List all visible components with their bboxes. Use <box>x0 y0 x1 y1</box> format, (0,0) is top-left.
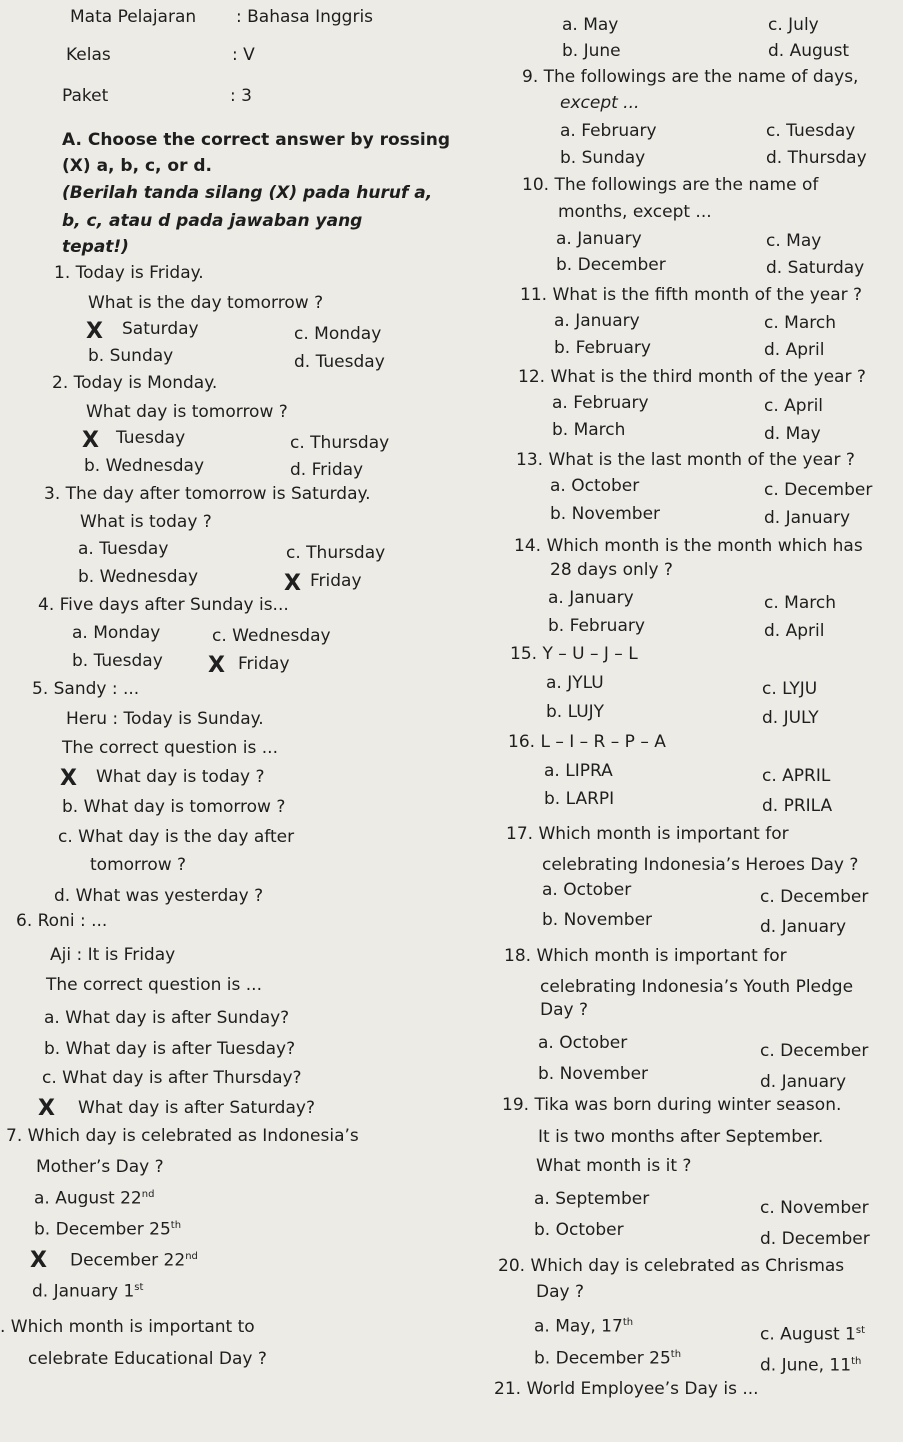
question-19-text: What month is it ? <box>536 1156 692 1176</box>
subject-value: : Bahasa Inggris <box>236 7 374 27</box>
question-11: 11. What is the fifth month of the year ? <box>520 285 863 305</box>
question-20: 20. Which day is celebrated as Chrismas <box>498 1256 845 1276</box>
option-d[interactable]: d. JULY <box>762 708 819 728</box>
question-12: 12. What is the third month of the year ? <box>518 367 866 387</box>
cross-mark: X <box>38 1096 55 1121</box>
option-b[interactable]: b. June <box>562 41 621 61</box>
question-19: 19. Tika was born during winter season. <box>502 1095 842 1115</box>
question-21: 21. World Employee’s Day is ... <box>494 1379 759 1399</box>
option-d[interactable]: Friday <box>310 571 362 591</box>
question-10: 10. The followings are the name of <box>522 175 819 195</box>
option-c[interactable]: c. December <box>760 1041 869 1061</box>
option-c[interactable]: c. August 1st <box>760 1324 866 1345</box>
option-c[interactable]: c. What day is the day after <box>58 827 295 847</box>
option-c[interactable]: c. Monday <box>294 324 382 344</box>
option-b[interactable]: b. March <box>552 420 626 440</box>
option-a[interactable]: a. January <box>548 588 634 608</box>
option-a[interactable]: What day is today ? <box>96 767 265 787</box>
option-b[interactable]: b. December <box>556 255 666 275</box>
option-c[interactable]: c. LYJU <box>762 679 818 699</box>
option-c[interactable]: c. May <box>766 231 822 251</box>
option-d[interactable]: d. April <box>764 340 825 360</box>
option-c[interactable]: December 22nd <box>70 1250 198 1271</box>
cross-mark: X <box>60 766 77 791</box>
question-6: 6. Roni : ... <box>16 911 108 931</box>
option-c[interactable]: c. Thursday <box>290 433 390 453</box>
option-c[interactable]: c. APRIL <box>762 766 831 786</box>
option-b[interactable]: b. December 25th <box>534 1348 682 1369</box>
question-7: 7. Which day is celebrated as Indonesia’s <box>6 1126 359 1146</box>
cross-mark: X <box>208 653 225 678</box>
package-label: Paket <box>62 86 109 106</box>
option-a[interactable]: a. August 22nd <box>34 1188 155 1209</box>
question-9-text: except ... <box>560 93 640 113</box>
question-17-text: celebrating Indonesia’s Heroes Day ? <box>542 855 859 875</box>
option-d[interactable]: Friday <box>238 654 290 674</box>
option-a[interactable]: a. JYLU <box>546 673 604 693</box>
option-a[interactable]: a. October <box>550 476 640 496</box>
question-2: 2. Today is Monday. <box>52 373 218 393</box>
option-b[interactable]: b. November <box>550 504 661 524</box>
question-16: 16. L – I – R – P – A <box>508 732 666 752</box>
question-6-dialog: Aji : It is Friday <box>50 945 176 965</box>
option-b[interactable]: b. LUJY <box>546 702 605 722</box>
option-b[interactable]: b. LARPI <box>544 789 615 809</box>
option-b[interactable]: b. What day is after Tuesday? <box>44 1039 296 1059</box>
option-d[interactable]: d. Tuesday <box>294 352 385 372</box>
option-d[interactable]: d. January <box>760 1072 847 1092</box>
option-b[interactable]: b. November <box>538 1064 649 1084</box>
option-a[interactable]: a. January <box>556 229 642 249</box>
option-b[interactable]: b. What day is tomorrow ? <box>62 797 286 817</box>
option-d[interactable]: d. May <box>764 424 821 444</box>
question-8-text: celebrate Educational Day ? <box>28 1349 267 1369</box>
question-4: 4. Five days after Sunday is... <box>38 595 289 615</box>
option-a[interactable]: Saturday <box>122 319 199 339</box>
option-a[interactable]: a. October <box>542 880 632 900</box>
option-b[interactable]: b. February <box>548 616 645 636</box>
option-a[interactable]: a. LIPRA <box>544 761 613 781</box>
question-13: 13. What is the last month of the year ? <box>516 450 855 470</box>
cross-mark: X <box>284 571 301 596</box>
question-5-text: The correct question is ... <box>62 738 278 758</box>
option-b[interactable]: b. Wednesday <box>78 567 199 587</box>
option-d[interactable]: d. January 1st <box>32 1281 144 1302</box>
option-c[interactable]: c. What day is after Thursday? <box>42 1068 302 1088</box>
option-a[interactable]: a. February <box>560 121 657 141</box>
package-value: : 3 <box>230 86 252 106</box>
subject-label: Mata Pelajaran <box>70 7 197 27</box>
option-a[interactable]: a. Monday <box>72 623 161 643</box>
option-b[interactable]: b. November <box>542 910 653 930</box>
option-c[interactable]: c. December <box>764 480 873 500</box>
option-d[interactable]: d. January <box>764 508 851 528</box>
question-15: 15. Y – U – J – L <box>510 644 638 664</box>
question-1-text: What is the day tomorrow ? <box>88 293 324 313</box>
class-value: : V <box>232 45 255 65</box>
option-d[interactable]: d. Saturday <box>766 258 865 278</box>
option-d[interactable]: d. What was yesterday ? <box>54 886 264 906</box>
option-c[interactable]: c. March <box>764 593 836 613</box>
option-c[interactable]: c. July <box>768 15 819 35</box>
option-c[interactable]: c. April <box>764 396 824 416</box>
instructions-line: tepat!) <box>62 237 129 257</box>
option-d[interactable]: What day is after Saturday? <box>78 1098 315 1118</box>
question-3-text: What is today ? <box>80 512 212 532</box>
option-a[interactable]: a. February <box>552 393 649 413</box>
option-a[interactable]: Tuesday <box>116 428 186 448</box>
option-c[interactable]: c. March <box>764 313 836 333</box>
question-18-text: Day ? <box>540 1000 588 1020</box>
question-19-text: It is two months after September. <box>538 1127 824 1147</box>
question-9: 9. The followings are the name of days, <box>522 67 859 87</box>
option-d[interactable]: d. PRILA <box>762 796 833 816</box>
question-7-text: Mother’s Day ? <box>36 1157 164 1177</box>
question-10-text: months, except ... <box>558 202 712 222</box>
option-c[interactable]: c. Thursday <box>286 543 386 563</box>
option-d[interactable]: d. April <box>764 621 825 641</box>
question-6-text: The correct question is ... <box>46 975 262 995</box>
question-5-dialog: Heru : Today is Sunday. <box>66 709 264 729</box>
question-18: 18. Which month is important for <box>504 946 787 966</box>
option-a[interactable]: a. October <box>538 1033 628 1053</box>
option-a[interactable]: a. January <box>554 311 640 331</box>
option-b[interactable]: b. Wednesday <box>84 456 205 476</box>
option-d[interactable]: d. August <box>768 41 850 61</box>
option-a[interactable]: a. What day is after Sunday? <box>44 1008 290 1028</box>
class-label: Kelas <box>66 45 111 65</box>
option-b[interactable]: b. December 25th <box>34 1219 182 1240</box>
instructions-line: b, c, atau d pada jawaban yang <box>62 211 363 231</box>
question-5: 5. Sandy : ... <box>32 679 140 699</box>
option-d[interactable]: d. June, 11th <box>760 1355 862 1376</box>
question-8: . Which month is important to <box>0 1317 255 1337</box>
option-c[interactable]: c. Tuesday <box>766 121 856 141</box>
option-c-cont: tomorrow ? <box>90 855 187 875</box>
option-b[interactable]: b. Sunday <box>88 346 174 366</box>
question-2-text: What day is tomorrow ? <box>86 402 288 422</box>
option-c[interactable]: c. November <box>760 1198 869 1218</box>
question-18-text: celebrating Indonesia’s Youth Pledge <box>540 977 854 997</box>
option-d[interactable]: d. Thursday <box>766 148 867 168</box>
option-d[interactable]: d. Friday <box>290 460 364 480</box>
option-a[interactable]: a. Tuesday <box>78 539 169 559</box>
cross-mark: X <box>82 428 99 453</box>
instructions-line: (X) a, b, c, or d. <box>62 156 213 176</box>
cross-mark: X <box>86 319 103 344</box>
option-b[interactable]: b. Tuesday <box>72 651 163 671</box>
option-a[interactable]: a. May <box>562 15 619 35</box>
option-b[interactable]: b. October <box>534 1220 624 1240</box>
option-a[interactable]: a. September <box>534 1189 650 1209</box>
question-3: 3. The day after tomorrow is Saturday. <box>44 484 371 504</box>
question-14-text: 28 days only ? <box>550 560 673 580</box>
option-b[interactable]: b. Sunday <box>560 148 646 168</box>
option-d[interactable]: d. January <box>760 917 847 937</box>
instructions-line: (Berilah tanda silang (X) pada huruf a, <box>62 183 433 203</box>
option-c[interactable]: c. December <box>760 887 869 907</box>
question-1: 1. Today is Friday. <box>54 263 204 283</box>
option-c[interactable]: c. Wednesday <box>212 626 331 646</box>
option-b[interactable]: b. February <box>554 338 651 358</box>
question-17: 17. Which month is important for <box>506 824 789 844</box>
question-20-text: Day ? <box>536 1282 584 1302</box>
option-a[interactable]: a. May, 17th <box>534 1316 634 1337</box>
instructions-line: A. Choose the correct answer by rossing <box>62 130 451 150</box>
option-d[interactable]: d. December <box>760 1229 870 1249</box>
cross-mark: X <box>30 1248 47 1273</box>
question-14: 14. Which month is the month which has <box>514 536 863 556</box>
